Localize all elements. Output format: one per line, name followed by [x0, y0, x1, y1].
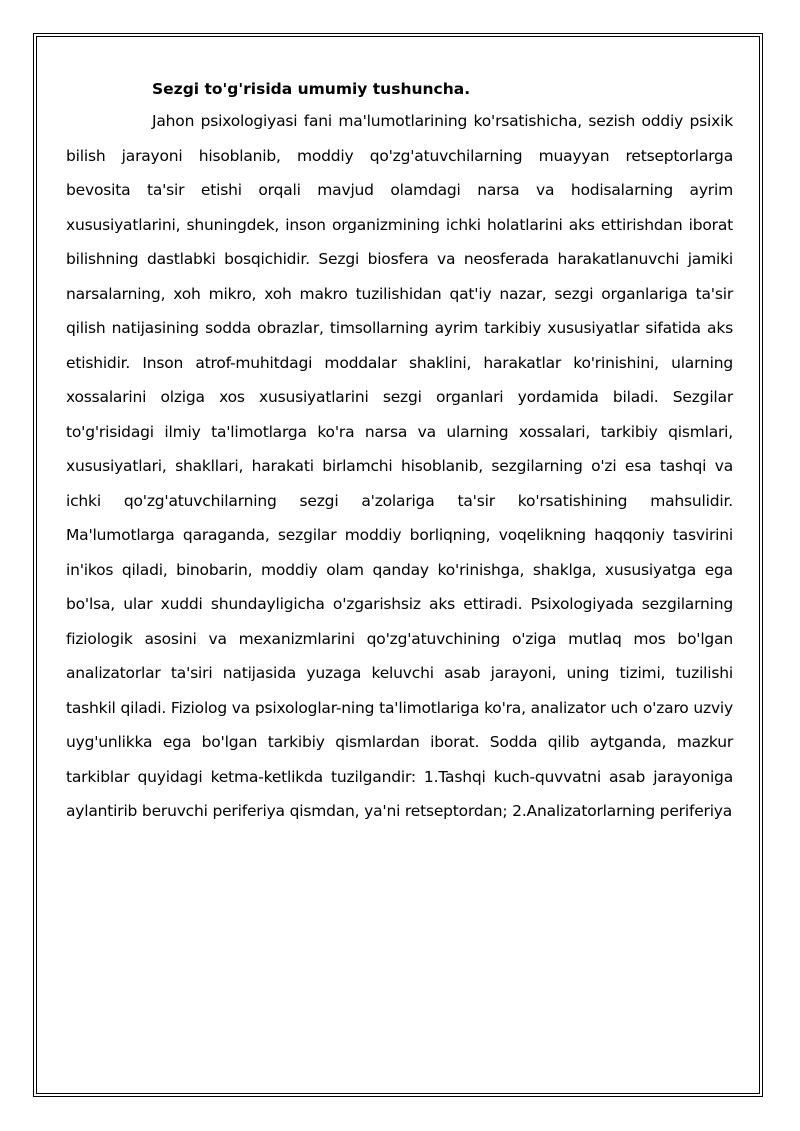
document-paragraph: Jahon psixologiyasi fani ma'lumotlarining ko'rsatishicha, sezish oddiy psixik bilish jarayoni hisoblanib, moddiy qo'zg'atuvchilarning muayyan retseptorlarga bevosita ta'sir etishi orqali mavjud olamdagi narsa va hodisalarning ayrim xususiyatlarini, shuningdek, inson organizmining ichki holatlarini aks ettirishdan iborat bilishning dastlabki bosqichidir. Sezgi biosfera va neosferada harakatlanuvchi jamiki narsalarning, xoh mikro, xoh makro tuzilishidan qat'iy nazar, sezgi organlariga ta'sir qilish natijasining sodda obrazlar, timsollarning ayrim tarkibiy xususiyatlar sifatida aks etishidir. Inson atrof-muhitdagi moddalar shaklini, harakatlar ko'rinishini, ularning xossalarini olziga xos xususiyatlarini sezgi organlari yordamida biladi. Sezgilar to'g'risidagi ilmiy ta'limotlarga ko'ra narsa va ularning xossalari, tarkibiy qismlari, xususiyatlari, shakllari, harakati birlamchi hisoblanib, sezgilarning o'zi esa tashqi va ichki qo'zg'atuvchilarning sezgi a'zolariga ta'sir ko'rsatishining mahsulidir. Ma'lumotlarga qaraganda, sezgilar moddiy borliqning, voqelikning haqqoniy tasvirini in'ikos qiladi, binobarin, moddiy olam qanday ko'rinishga, shaklga, xususiyatga ega bo'lsa, ular xuddi shundayligicha o'zgarishsiz aks ettiradi. Psixologiyada sezgilarning fiziologik asosini va mexanizmlarini qo'zg'atuvchining o'ziga mutlaq mos bo'lgan analizatorlar ta'siri natijasida yuzaga keluvchi asab jarayoni, uning tizimi, tuzilishi tashkil qiladi. Fiziolog va psixologlar-ning ta'limotlariga ko'ra, analizator uch o'zaro uzviy uyg'unlikka ega bo'lgan tarkibiy qismlardan iborat. Sodda qilib aytganda, mazkur tarkiblar quyidagi ketma-ketlikda tuzilgandir: 1.Tashqi kuch-quvvatni asab jarayoniga aylantirib beruvchi periferiya qismdan, ya'ni retseptordan; 2.Analizatorlarning periferiya: [66, 112, 733, 820]
document-body: [66, 74, 733, 829]
document-heading: Sezgi to'g'risida umumiy tushuncha.: [152, 80, 471, 98]
